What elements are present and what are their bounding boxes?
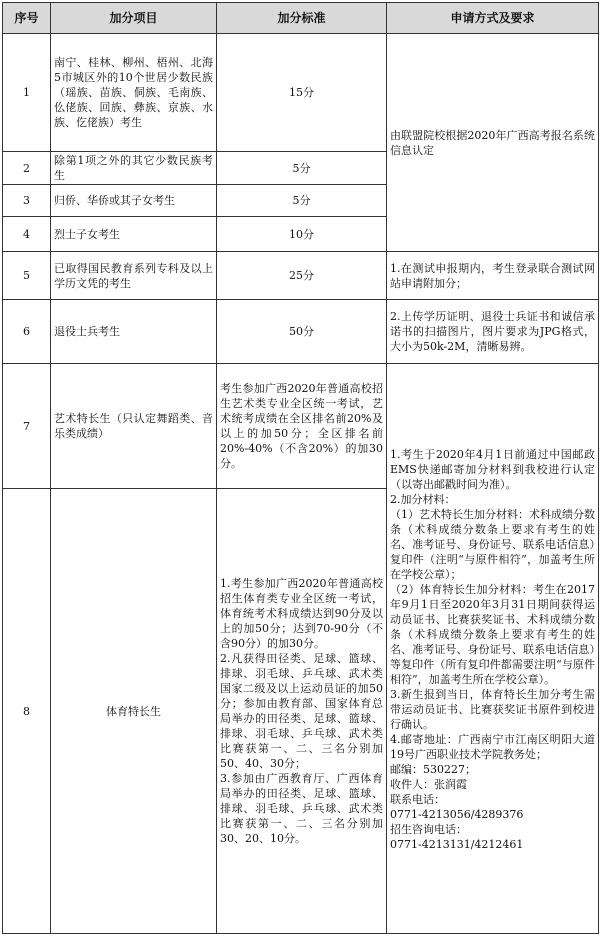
table-row bbox=[3, 252, 599, 300]
requirement-line: 招生咨询电话： bbox=[390, 822, 467, 836]
header-item: 加分项目 bbox=[51, 3, 217, 34]
requirement-line: 0771-4213056/4289376 bbox=[390, 807, 524, 821]
requirement-line: 邮编：530227； bbox=[390, 762, 476, 776]
row-number: 5 bbox=[3, 252, 51, 300]
requirement-line: 联系电话： bbox=[390, 792, 445, 806]
requirement-upload-docs: 2.上传学历证明、退役士兵证书和诚信承诺书的扫描图片，图片要求为JPG格式，大小为50k-2M，清晰易辨。 bbox=[387, 300, 599, 364]
row-number: 4 bbox=[3, 217, 51, 252]
bonus-points: 5分 bbox=[217, 152, 387, 185]
requirement-line: 4.邮寄地址：广西南宁市江南区明阳大道19号广西职业技术学院教务处； bbox=[390, 732, 595, 761]
points-line: 3.参加由广西教育厅、广西体育局举办的田径类、足球、篮球、排球、羽毛球、乒乓球、武术类比赛获第一、二、三名分别加30、20、10分。 bbox=[220, 772, 383, 845]
row-number: 1 bbox=[3, 34, 51, 152]
requirement-system-check: 由联盟院校根据2020年广西高考报名系统信息认定 bbox=[387, 34, 599, 252]
bonus-item: 艺术特长生（只认定舞蹈类、音乐类成绩） bbox=[51, 364, 217, 489]
bonus-item: 南宁、桂林、柳州、梧州、北海5市城区外的10个世居少数民族（瑶族、苗族、侗族、毛南族、仫佬族、回族、彝族、京族、水族、仡佬族）考生 bbox=[51, 34, 217, 152]
requirement-line: 3.新生报到当日，体育特长生加分考生需带运动员证书、比赛获奖证书原件到校进行确认。 bbox=[390, 687, 595, 731]
requirement-line: （1）艺术特长生加分材料：术科成绩分数条（术科成绩分数条上要求有考生的姓名、准考证号、身份证号、联系电话信息）复印件（注明“与原件相符”，加盖考生所在学校公章）； bbox=[390, 507, 595, 581]
bonus-points: 15分 bbox=[217, 34, 387, 152]
requirement-line: 2.加分材料： bbox=[390, 492, 456, 506]
row-number: 3 bbox=[3, 185, 51, 217]
bonus-item: 退役士兵考生 bbox=[51, 300, 217, 364]
table-row bbox=[3, 34, 599, 152]
requirement-line: 1.考生于2020年4月1日前通过中国邮政EMS快递邮寄加分材料到我校进行认定（以寄出邮戳时间为准）。 bbox=[390, 447, 595, 491]
row-number: 8 bbox=[3, 489, 51, 934]
requirement-online-apply: 1.在测试申报期内，考生登录联合测试网站申请附加分； bbox=[387, 252, 599, 300]
header-no: 序号 bbox=[3, 3, 51, 34]
points-line: 1.考生参加广西2020年普通高校招生体育类专业全区统一考试， 体育统考术科成绩达到90分及以上的加50分；达到70-90分（不含90分）的加30分。 bbox=[220, 577, 383, 650]
bonus-points: 25分 bbox=[217, 252, 387, 300]
requirement-line: 0771-4213131/4212461 bbox=[390, 837, 524, 851]
table-row bbox=[3, 300, 599, 364]
bonus-item: 体育特长生 bbox=[51, 489, 217, 934]
table-row bbox=[3, 364, 599, 489]
bonus-item: 除第1项之外的其它少数民族考生 bbox=[51, 152, 217, 185]
bonus-item: 烈士子女考生 bbox=[51, 217, 217, 252]
bonus-points: 5分 bbox=[217, 185, 387, 217]
bonus-points: 50分 bbox=[217, 300, 387, 364]
points-line: 2.凡获得田径类、足球、篮球、排球、羽毛球、乒乓球、武术类国家二级及以上运动员证的加50分；参加由教育部、国家体育总局举办的田径类、足球、篮球、排球、羽毛球、乒乓球、武术类比赛获第一、二、三名分别加50、40、30分； bbox=[220, 652, 383, 770]
bonus-item: 已取得国民教育系列专科及以上学历文凭的考生 bbox=[51, 252, 217, 300]
header-row bbox=[3, 3, 599, 34]
bonus-points-table bbox=[2, 2, 599, 934]
row-number: 7 bbox=[3, 364, 51, 489]
bonus-points: 10分 bbox=[217, 217, 387, 252]
row-number: 2 bbox=[3, 152, 51, 185]
requirement-line: （2）体育特长生加分材料：考生在2017年9月1日至2020年3月31日期间获得运动员证书、比赛获奖证书、术科成绩分数条（术科成绩分数条上要求有考生的姓名、准考证号、身份证号、联系电话信息）等复印件（所有复印件都需要注明“与原件相符”，加盖考生所在学校公章）。 bbox=[390, 582, 595, 686]
bonus-points: 考生参加广西2020年普通高校招生艺术类专业全区统一考试，艺术统考成绩在全区排名前20%及以上的加50分；全区排名前20%-40%（不含20%）的加30分。 bbox=[217, 364, 387, 489]
header-requirements: 申请方式及要求 bbox=[387, 3, 599, 34]
requirement-line: 收件人：张润霞 bbox=[390, 777, 467, 791]
bonus-points bbox=[217, 489, 387, 934]
bonus-item: 归侨、华侨或其子女考生 bbox=[51, 185, 217, 217]
row-number: 6 bbox=[3, 300, 51, 364]
requirement-mail-materials bbox=[387, 364, 599, 934]
header-standard: 加分标准 bbox=[217, 3, 387, 34]
